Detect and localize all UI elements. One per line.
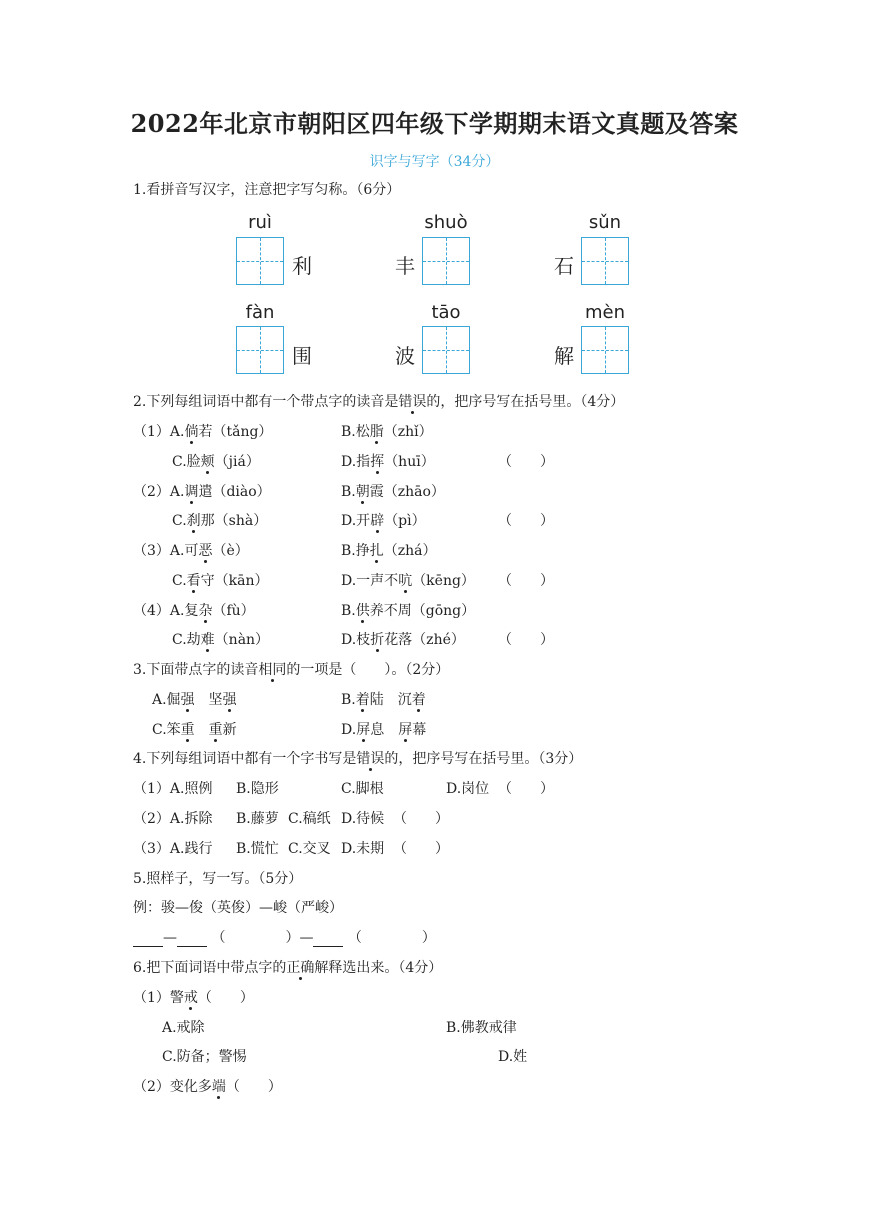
q4-option: B.藤萝 [236,811,279,827]
char-label: 波 [395,344,415,368]
answer-paren[interactable]: （ ） [197,990,254,1006]
q2-option: （3）A.可恶（è） [133,543,249,559]
q4-option: （3）A.践行 [133,841,213,857]
writing-grid[interactable] [236,237,284,285]
answer-blank[interactable] [313,932,343,947]
q3-option: A.倔强 坚强 [152,692,237,708]
page-title: 2022年北京市朝阳区四年级下学期期末语文真题及答案 [130,109,739,138]
writing-grid[interactable] [422,326,470,374]
q6-option: A.戒除 [162,1020,205,1036]
answer-paren[interactable]: （ ） [498,513,554,529]
answer-paren[interactable]: （ ） [225,1079,282,1095]
answer-paren[interactable]: （ ） [498,454,554,470]
q3-option: B.着陆 沉着 [341,692,426,708]
answer-paren[interactable]: （ ） [498,632,554,648]
answer-paren[interactable]: （ ） [393,841,449,857]
q3-prompt: 3.下面带点字的读音相同的一项是（ ）。（2分） [133,662,450,678]
q2-option: （2）A.调遣（diào） [133,484,271,500]
pinyin-label: tāo [431,302,461,323]
pinyin-label: ruì [248,212,272,233]
q2-prompt: 2.下列每组词语中都有一个带点字的读音是错误的，把序号写在括号里。（4分） [133,394,625,410]
q6-prompt: 6.把下面词语中带点字的正确解释选出来。（4分） [133,960,443,976]
q4-option: （1）A.照例 [133,781,213,797]
q4-option: C.交叉 [288,841,331,857]
q2-option: B.挣扎（zhá） [341,543,437,559]
pinyin-label: mèn [584,302,626,323]
char-label: 丰 [395,254,415,278]
section-heading: 识字与写字（34分） [369,154,500,170]
q2-option: （4）A.复杂（fù） [133,603,255,619]
q5-prompt: 5.照样子，写一写。（5分） [133,871,303,887]
pinyin-label: shuò [424,212,468,233]
q4-option: C.脚根 [341,781,384,797]
q1-prompt: 1.看拼音写汉字，注意把字写匀称。（6分） [133,182,401,198]
q4-option: B.隐形 [236,781,279,797]
pinyin-label: sǔn [588,212,622,233]
q2-option: C.劫难（nàn） [172,632,270,648]
q6-option: C.防备；警惕 [162,1049,247,1065]
q2-option: （1）A.倘若（tǎng） [133,424,273,440]
answer-paren[interactable]: （ ） [498,781,554,797]
q2-option: C.刹那（shà） [172,513,268,529]
q4-option: D.待候 [341,811,385,827]
q4-option: C.稿纸 [288,811,331,827]
q5-answer-line: — （ ）— （ ） [133,929,436,947]
writing-grid[interactable] [422,237,470,285]
q2-option: D.枝折花落（zhé） [341,632,465,648]
char-label: 解 [554,344,574,368]
q2-option: B.供养不周（gōng） [341,603,476,619]
q2-option: C.脸颊（jiá） [172,454,260,470]
char-label: 石 [554,254,574,278]
q5-example: 例：骏—俊（英俊）—峻（严峻） [133,900,343,916]
q2-option: B.朝霞（zhāo） [341,484,445,500]
q4-option: D.岗位 [446,781,490,797]
answer-paren[interactable]: （ ） [498,573,554,589]
q6-option: D.姓 [498,1049,528,1065]
q6-item: （2）变化多端（ ） [133,1079,282,1095]
q4-prompt: 4.下列每组词语中都有一个字书写是错误的，把序号写在括号里。（3分） [133,751,583,767]
q2-option: D.开辟（pì） [341,513,426,529]
q3-option: D.屏息 屏幕 [341,722,427,738]
answer-blank[interactable] [177,932,207,947]
char-label: 利 [292,254,312,278]
writing-grid[interactable] [581,237,629,285]
q2-option: B.松脂（zhǐ） [341,424,433,440]
writing-grid[interactable] [236,326,284,374]
pinyin-label: fàn [245,302,275,323]
q4-option: （2）A.拆除 [133,811,213,827]
q6-option: B.佛教戒律 [446,1020,517,1036]
q6-item: （1）警戒（ ） [133,990,254,1006]
q4-option: D.未期 [341,841,385,857]
q3-option: C.笨重 重新 [152,722,237,738]
q2-option: D.指挥（huī） [341,454,435,470]
answer-paren[interactable]: （ ） [393,811,449,827]
q4-option: B.慌忙 [236,841,279,857]
writing-grid[interactable] [581,326,629,374]
q2-option: C.看守（kān） [172,573,269,589]
q2-option: D.一声不吭（kēng） [341,573,475,589]
answer-blank[interactable] [133,932,163,947]
char-label: 围 [292,344,312,368]
